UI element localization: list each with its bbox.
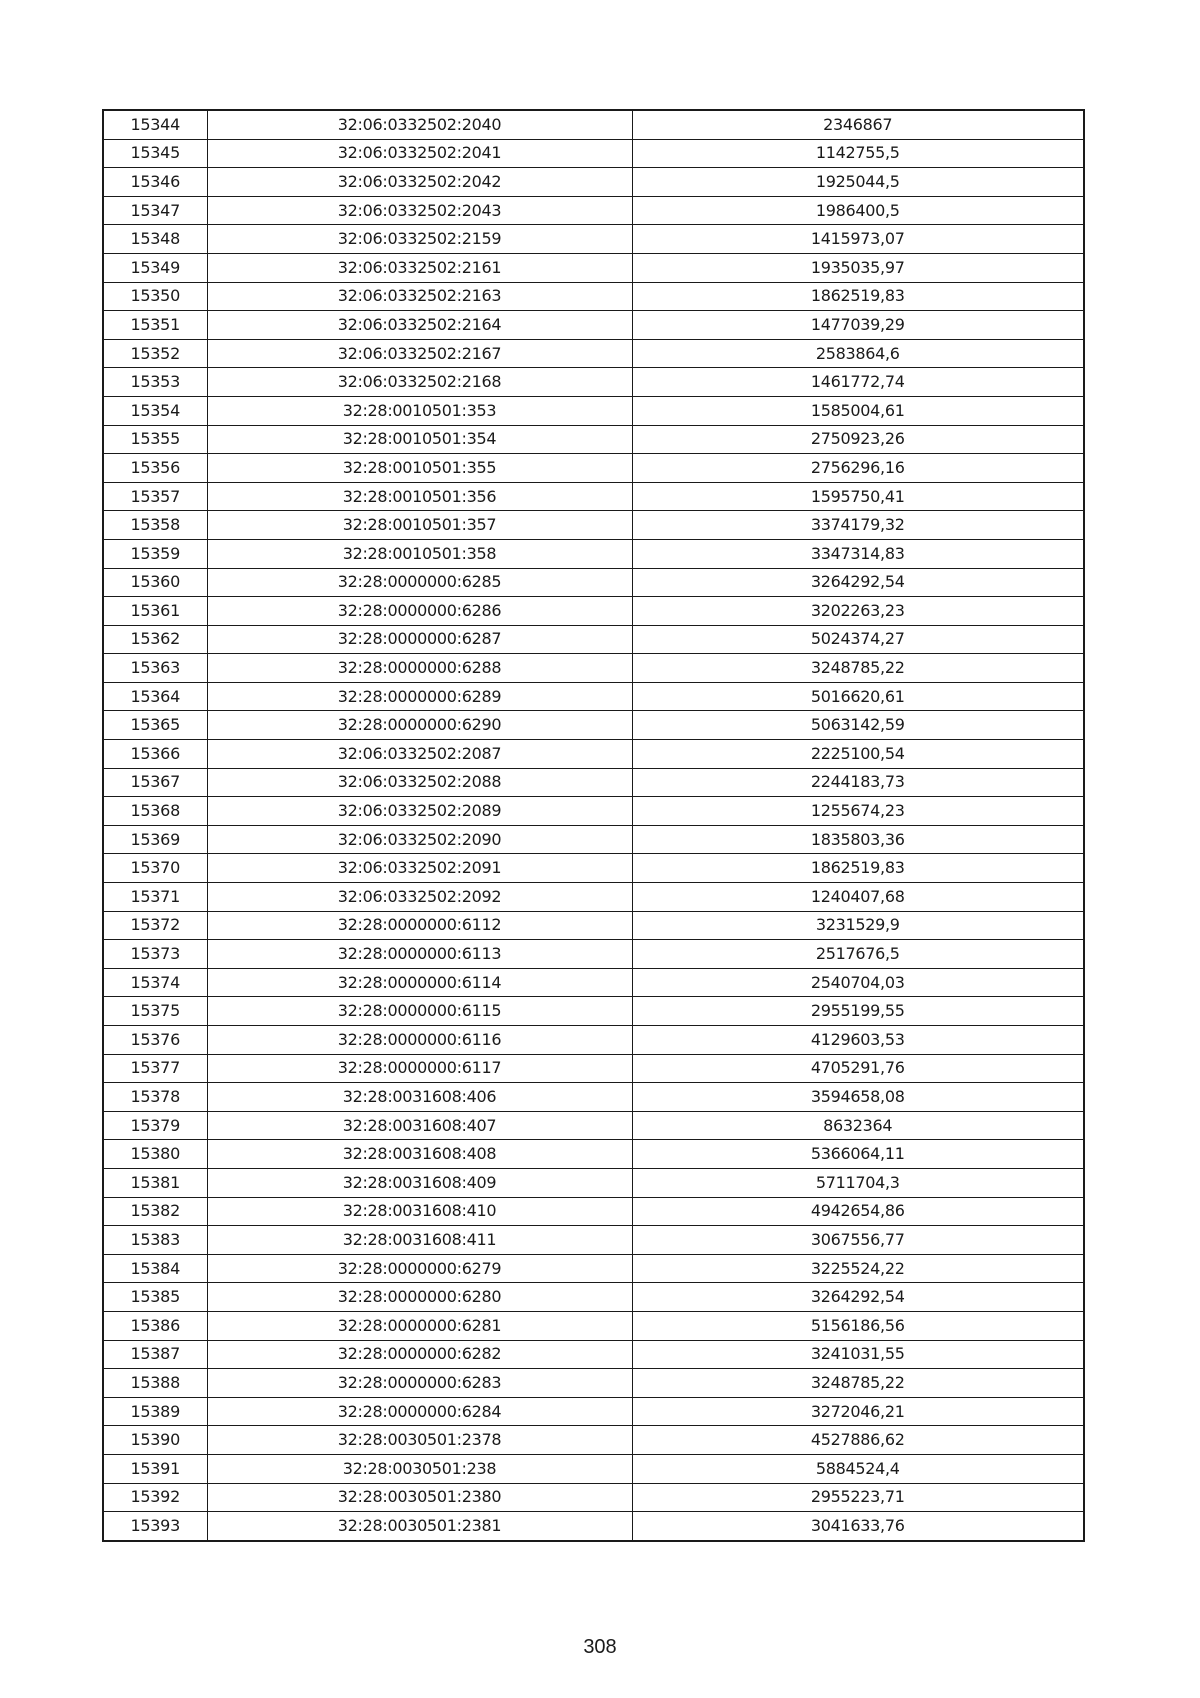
table-row xyxy=(103,1111,1084,1140)
row-number-cell: 15374 xyxy=(103,968,207,997)
cadastral-value-cell: 4942654,86 xyxy=(632,1197,1084,1226)
row-number-cell: 15386 xyxy=(103,1311,207,1340)
cadastral-number-cell: 32:28:0000000:6280 xyxy=(207,1283,632,1312)
cadastral-value-cell: 1461772,74 xyxy=(632,368,1084,397)
cadastral-value-cell: 3225524,22 xyxy=(632,1254,1084,1283)
cadastral-number-cell: 32:28:0010501:354 xyxy=(207,425,632,454)
cadastral-value-cell: 1585004,61 xyxy=(632,396,1084,425)
cadastral-value-cell: 2346867 xyxy=(632,110,1084,139)
cadastral-number-cell: 32:28:0010501:353 xyxy=(207,396,632,425)
table-row xyxy=(103,768,1084,797)
table-row xyxy=(103,568,1084,597)
cadastral-value-cell: 1142755,5 xyxy=(632,139,1084,168)
table-row xyxy=(103,968,1084,997)
table-row xyxy=(103,253,1084,282)
cadastral-value-cell: 1477039,29 xyxy=(632,311,1084,340)
cadastral-number-cell: 32:28:0000000:6117 xyxy=(207,1054,632,1083)
table-row xyxy=(103,282,1084,311)
table-row xyxy=(103,196,1084,225)
table-row xyxy=(103,825,1084,854)
row-number-cell: 15389 xyxy=(103,1397,207,1426)
cadastral-number-cell: 32:28:0000000:6112 xyxy=(207,911,632,940)
cadastral-number-cell: 32:28:0000000:6284 xyxy=(207,1397,632,1426)
table-row xyxy=(103,1311,1084,1340)
table-row xyxy=(103,1426,1084,1455)
row-number-cell: 15388 xyxy=(103,1369,207,1398)
cadastral-number-cell: 32:06:0332502:2092 xyxy=(207,883,632,912)
table-row xyxy=(103,682,1084,711)
cadastral-value-cell: 4705291,76 xyxy=(632,1054,1084,1083)
cadastral-number-cell: 32:28:0000000:6288 xyxy=(207,654,632,683)
table-row xyxy=(103,1168,1084,1197)
table-row xyxy=(103,168,1084,197)
cadastral-number-cell: 32:06:0332502:2159 xyxy=(207,225,632,254)
table-row xyxy=(103,911,1084,940)
row-number-cell: 15372 xyxy=(103,911,207,940)
cadastral-value-cell: 5156186,56 xyxy=(632,1311,1084,1340)
row-number-cell: 15371 xyxy=(103,883,207,912)
cadastral-value-cell: 2225100,54 xyxy=(632,740,1084,769)
cadastral-value-cell: 5024374,27 xyxy=(632,625,1084,654)
row-number-cell: 15391 xyxy=(103,1454,207,1483)
page-number: 308 xyxy=(583,1636,617,1658)
cadastral-number-cell: 32:28:0031608:408 xyxy=(207,1140,632,1169)
row-number-cell: 15378 xyxy=(103,1083,207,1112)
table-row xyxy=(103,1083,1084,1112)
row-number-cell: 15358 xyxy=(103,511,207,540)
row-number-cell: 15344 xyxy=(103,110,207,139)
row-number-cell: 15377 xyxy=(103,1054,207,1083)
table-row xyxy=(103,339,1084,368)
table-row xyxy=(103,1026,1084,1055)
row-number-cell: 15363 xyxy=(103,654,207,683)
row-number-cell: 15345 xyxy=(103,139,207,168)
row-number-cell: 15353 xyxy=(103,368,207,397)
table-row xyxy=(103,1483,1084,1512)
table-row xyxy=(103,1283,1084,1312)
cadastral-number-cell: 32:28:0031608:407 xyxy=(207,1111,632,1140)
cadastral-value-cell: 5016620,61 xyxy=(632,682,1084,711)
table-row xyxy=(103,1254,1084,1283)
row-number-cell: 15367 xyxy=(103,768,207,797)
row-number-cell: 15365 xyxy=(103,711,207,740)
cadastral-number-cell: 32:06:0332502:2161 xyxy=(207,253,632,282)
row-number-cell: 15383 xyxy=(103,1226,207,1255)
table-row xyxy=(103,139,1084,168)
cadastral-number-cell: 32:06:0332502:2088 xyxy=(207,768,632,797)
cadastral-value-cell: 1925044,5 xyxy=(632,168,1084,197)
cadastral-value-cell: 1415973,07 xyxy=(632,225,1084,254)
cadastral-number-cell: 32:28:0000000:6115 xyxy=(207,997,632,1026)
cadastral-number-cell: 32:28:0000000:6281 xyxy=(207,1311,632,1340)
cadastral-value-cell: 2244183,73 xyxy=(632,768,1084,797)
cadastral-value-cell: 1255674,23 xyxy=(632,797,1084,826)
row-number-cell: 15357 xyxy=(103,482,207,511)
cadastral-number-cell: 32:28:0000000:6283 xyxy=(207,1369,632,1398)
cadastral-number-cell: 32:06:0332502:2041 xyxy=(207,139,632,168)
table-row xyxy=(103,1140,1084,1169)
table-row xyxy=(103,454,1084,483)
row-number-cell: 15376 xyxy=(103,1026,207,1055)
table-row xyxy=(103,511,1084,540)
cadastral-number-cell: 32:28:0000000:6113 xyxy=(207,940,632,969)
row-number-cell: 15392 xyxy=(103,1483,207,1512)
cadastral-value-cell: 3272046,21 xyxy=(632,1397,1084,1426)
table-body xyxy=(103,110,1084,1541)
row-number-cell: 15385 xyxy=(103,1283,207,1312)
table-row xyxy=(103,539,1084,568)
table-row xyxy=(103,797,1084,826)
row-number-cell: 15381 xyxy=(103,1168,207,1197)
cadastral-number-cell: 32:28:0030501:2380 xyxy=(207,1483,632,1512)
cadastral-value-cell: 3594658,08 xyxy=(632,1083,1084,1112)
row-number-cell: 15393 xyxy=(103,1512,207,1541)
cadastral-number-cell: 32:28:0031608:411 xyxy=(207,1226,632,1255)
row-number-cell: 15361 xyxy=(103,597,207,626)
cadastral-value-cell: 5884524,4 xyxy=(632,1454,1084,1483)
row-number-cell: 15352 xyxy=(103,339,207,368)
table-row xyxy=(103,225,1084,254)
cadastral-number-cell: 32:28:0000000:6285 xyxy=(207,568,632,597)
table-row xyxy=(103,711,1084,740)
cadastral-number-cell: 32:28:0031608:410 xyxy=(207,1197,632,1226)
row-number-cell: 15354 xyxy=(103,396,207,425)
cadastral-value-cell: 2517676,5 xyxy=(632,940,1084,969)
table-row xyxy=(103,368,1084,397)
row-number-cell: 15347 xyxy=(103,196,207,225)
cadastral-value-cell: 4527886,62 xyxy=(632,1426,1084,1455)
cadastral-value-cell: 1862519,83 xyxy=(632,854,1084,883)
table-row xyxy=(103,625,1084,654)
row-number-cell: 15359 xyxy=(103,539,207,568)
cadastral-number-cell: 32:06:0332502:2163 xyxy=(207,282,632,311)
table-row xyxy=(103,1369,1084,1398)
cadastral-number-cell: 32:28:0000000:6286 xyxy=(207,597,632,626)
row-number-cell: 15382 xyxy=(103,1197,207,1226)
cadastral-value-cell: 1595750,41 xyxy=(632,482,1084,511)
cadastral-value-cell: 3041633,76 xyxy=(632,1512,1084,1541)
cadastral-value-cell: 5711704,3 xyxy=(632,1168,1084,1197)
cadastral-number-cell: 32:28:0010501:355 xyxy=(207,454,632,483)
row-number-cell: 15387 xyxy=(103,1340,207,1369)
cadastral-number-cell: 32:06:0332502:2164 xyxy=(207,311,632,340)
table-row xyxy=(103,110,1084,139)
row-number-cell: 15349 xyxy=(103,253,207,282)
cadastral-value-cell: 5063142,59 xyxy=(632,711,1084,740)
table-row xyxy=(103,425,1084,454)
cadastral-number-cell: 32:28:0010501:358 xyxy=(207,539,632,568)
table-row xyxy=(103,1340,1084,1369)
row-number-cell: 15390 xyxy=(103,1426,207,1455)
cadastral-number-cell: 32:06:0332502:2168 xyxy=(207,368,632,397)
cadastral-value-cell: 2750923,26 xyxy=(632,425,1084,454)
row-number-cell: 15373 xyxy=(103,940,207,969)
table-row xyxy=(103,1454,1084,1483)
cadastral-value-cell: 4129603,53 xyxy=(632,1026,1084,1055)
cadastral-value-cell: 1240407,68 xyxy=(632,883,1084,912)
row-number-cell: 15355 xyxy=(103,425,207,454)
row-number-cell: 15348 xyxy=(103,225,207,254)
table-row xyxy=(103,1197,1084,1226)
row-number-cell: 15384 xyxy=(103,1254,207,1283)
cadastral-number-cell: 32:06:0332502:2091 xyxy=(207,854,632,883)
cadastral-value-table xyxy=(102,109,1085,1542)
cadastral-number-cell: 32:06:0332502:2087 xyxy=(207,740,632,769)
cadastral-number-cell: 32:28:0000000:6116 xyxy=(207,1026,632,1055)
cadastral-number-cell: 32:06:0332502:2167 xyxy=(207,339,632,368)
table-row xyxy=(103,854,1084,883)
cadastral-number-cell: 32:06:0332502:2042 xyxy=(207,168,632,197)
cadastral-value-cell: 3231529,9 xyxy=(632,911,1084,940)
cadastral-number-cell: 32:28:0030501:2378 xyxy=(207,1426,632,1455)
cadastral-number-cell: 32:28:0000000:6282 xyxy=(207,1340,632,1369)
table-row xyxy=(103,311,1084,340)
cadastral-number-cell: 32:28:0031608:409 xyxy=(207,1168,632,1197)
cadastral-value-cell: 3264292,54 xyxy=(632,568,1084,597)
row-number-cell: 15380 xyxy=(103,1140,207,1169)
table-row xyxy=(103,1226,1084,1255)
table-row xyxy=(103,740,1084,769)
cadastral-value-cell: 3264292,54 xyxy=(632,1283,1084,1312)
cadastral-value-cell: 3241031,55 xyxy=(632,1340,1084,1369)
cadastral-number-cell: 32:28:0010501:356 xyxy=(207,482,632,511)
row-number-cell: 15366 xyxy=(103,740,207,769)
cadastral-value-cell: 8632364 xyxy=(632,1111,1084,1140)
cadastral-number-cell: 32:28:0000000:6279 xyxy=(207,1254,632,1283)
table-row xyxy=(103,654,1084,683)
row-number-cell: 15346 xyxy=(103,168,207,197)
cadastral-value-cell: 3248785,22 xyxy=(632,654,1084,683)
cadastral-number-cell: 32:28:0000000:6289 xyxy=(207,682,632,711)
cadastral-number-cell: 32:28:0031608:406 xyxy=(207,1083,632,1112)
table-row xyxy=(103,940,1084,969)
cadastral-value-cell: 3067556,77 xyxy=(632,1226,1084,1255)
cadastral-value-cell: 1986400,5 xyxy=(632,196,1084,225)
table-row xyxy=(103,1397,1084,1426)
cadastral-value-cell: 3347314,83 xyxy=(632,539,1084,568)
table-row xyxy=(103,597,1084,626)
cadastral-number-cell: 32:28:0030501:238 xyxy=(207,1454,632,1483)
cadastral-value-cell: 1862519,83 xyxy=(632,282,1084,311)
cadastral-value-cell: 1935035,97 xyxy=(632,253,1084,282)
table-row xyxy=(103,396,1084,425)
row-number-cell: 15375 xyxy=(103,997,207,1026)
cadastral-value-cell: 2540704,03 xyxy=(632,968,1084,997)
row-number-cell: 15351 xyxy=(103,311,207,340)
cadastral-number-cell: 32:06:0332502:2089 xyxy=(207,797,632,826)
table-row xyxy=(103,997,1084,1026)
cadastral-value-cell: 3202263,23 xyxy=(632,597,1084,626)
row-number-cell: 15368 xyxy=(103,797,207,826)
row-number-cell: 15379 xyxy=(103,1111,207,1140)
row-number-cell: 15356 xyxy=(103,454,207,483)
row-number-cell: 15362 xyxy=(103,625,207,654)
table-row xyxy=(103,1512,1084,1541)
table-row xyxy=(103,883,1084,912)
cadastral-value-cell: 3248785,22 xyxy=(632,1369,1084,1398)
cadastral-value-cell: 2583864,6 xyxy=(632,339,1084,368)
cadastral-value-cell: 2955223,71 xyxy=(632,1483,1084,1512)
cadastral-number-cell: 32:06:0332502:2090 xyxy=(207,825,632,854)
row-number-cell: 15364 xyxy=(103,682,207,711)
cadastral-value-cell: 5366064,11 xyxy=(632,1140,1084,1169)
row-number-cell: 15370 xyxy=(103,854,207,883)
cadastral-value-cell: 2955199,55 xyxy=(632,997,1084,1026)
cadastral-number-cell: 32:28:0030501:2381 xyxy=(207,1512,632,1541)
table-row xyxy=(103,482,1084,511)
table-row xyxy=(103,1054,1084,1083)
cadastral-value-cell: 1835803,36 xyxy=(632,825,1084,854)
cadastral-number-cell: 32:28:0000000:6290 xyxy=(207,711,632,740)
cadastral-number-cell: 32:28:0000000:6114 xyxy=(207,968,632,997)
row-number-cell: 15360 xyxy=(103,568,207,597)
cadastral-number-cell: 32:06:0332502:2043 xyxy=(207,196,632,225)
cadastral-number-cell: 32:28:0010501:357 xyxy=(207,511,632,540)
cadastral-number-cell: 32:28:0000000:6287 xyxy=(207,625,632,654)
row-number-cell: 15350 xyxy=(103,282,207,311)
row-number-cell: 15369 xyxy=(103,825,207,854)
cadastral-value-cell: 2756296,16 xyxy=(632,454,1084,483)
cadastral-number-cell: 32:06:0332502:2040 xyxy=(207,110,632,139)
cadastral-value-cell: 3374179,32 xyxy=(632,511,1084,540)
